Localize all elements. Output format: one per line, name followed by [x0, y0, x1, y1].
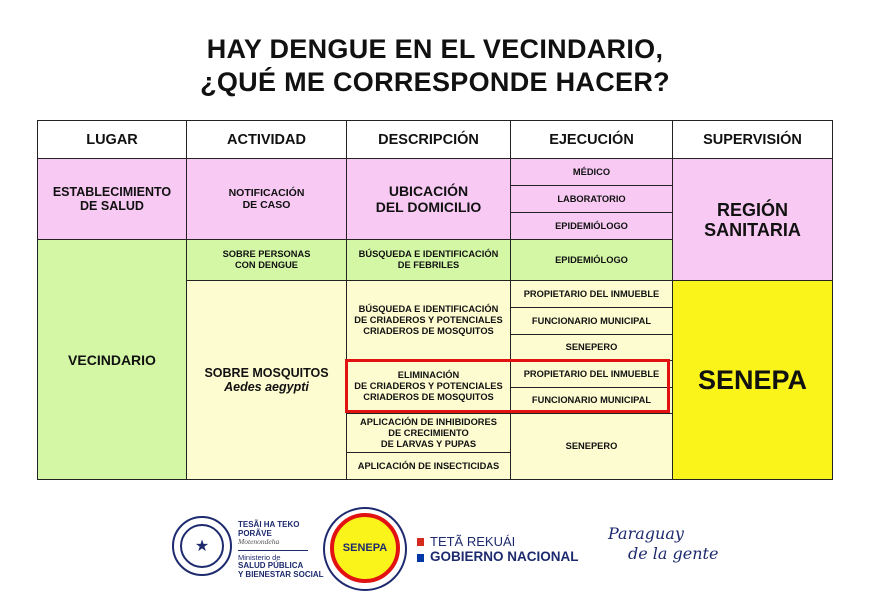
- header-descripcion: DESCRIPCIÓN: [346, 120, 511, 159]
- actividad-notificacion: NOTIFICACIÓN DE CASO: [186, 158, 347, 240]
- gob-line1: TETÃ REKUÁI: [430, 534, 516, 549]
- ejecucion-senepero-2: SENEPERO: [510, 413, 673, 480]
- descripcion-busqueda-criaderos: BÚSQUEDA E IDENTIFICACIÓN DE CRIADEROS Y POTENCIALES CRIADEROS DE MOSQUITOS: [346, 280, 511, 360]
- flag-icon: [417, 538, 424, 562]
- ejecucion-laboratorio: LABORATORIO: [510, 185, 673, 213]
- descripcion-ubicacion: UBICACIÓN DEL DOMICILIO: [346, 158, 511, 240]
- descripcion-busqueda-febriles: BÚSQUEDA E IDENTIFICACIÓN DE FEBRILES: [346, 239, 511, 281]
- footer-logos: [0, 510, 870, 590]
- ministry-line2: PORÃVE: [238, 528, 272, 538]
- paraguay-de-la-gente-logo: [608, 524, 718, 564]
- ministry-line4: Ministerio de: [238, 552, 281, 562]
- star-icon: ★: [180, 524, 224, 568]
- actividad-sobre-mosquitos: [186, 280, 347, 480]
- gobierno-logo: [430, 534, 579, 564]
- gob-line2: GOBIERNO NACIONAL: [430, 549, 579, 564]
- ejecucion-epidemiologo: EPIDEMIÓLOGO: [510, 212, 673, 240]
- ejecucion-senepero-1: SENEPERO: [510, 334, 673, 361]
- aedes-label: Aedes aegypti: [224, 380, 309, 394]
- senepa-logo-text: SENEPA: [342, 542, 388, 554]
- supervision-region-sanitaria: REGIÓN SANITARIA: [672, 158, 833, 281]
- ejecucion-propietario-2: PROPIETARIO DEL INMUEBLE: [510, 360, 673, 388]
- actividad-sobre-personas: SOBRE PERSONAS CON DENGUE: [186, 239, 347, 281]
- ejecucion-epidemiologo-2: EPIDEMIÓLOGO: [510, 239, 673, 281]
- pdg-line2: de la gente: [628, 544, 719, 563]
- header-lugar: LUGAR: [37, 120, 187, 159]
- ejecucion-funcionario-1: FUNCIONARIO MUNICIPAL: [510, 307, 673, 335]
- lugar-establecimiento: ESTABLECIMIENTO DE SALUD: [37, 158, 187, 240]
- page-title-line2: ¿QUÉ ME CORRESPONDE HACER?: [200, 67, 670, 97]
- sobre-mosquitos-label: SOBRE MOSQUITOS: [204, 366, 329, 380]
- responsibility-table: [37, 120, 833, 480]
- ministry-line1: TESÃI HA TEKO: [238, 520, 300, 529]
- header-actividad: ACTIVIDAD: [186, 120, 347, 159]
- ministry-logo: [238, 521, 324, 579]
- page-title-line1: HAY DENGUE EN EL VECINDARIO,: [206, 34, 664, 64]
- descripcion-eliminacion: ELIMINACIÓN DE CRIADEROS Y POTENCIALES CRIADEROS DE MOSQUITOS: [346, 359, 511, 414]
- ejecucion-propietario-1: PROPIETARIO DEL INMUEBLE: [510, 280, 673, 308]
- header-ejecucion: EJECUCIÓN: [510, 120, 673, 159]
- ministry-line6: Y BIENESTAR SOCIAL: [238, 569, 324, 579]
- ejecucion-medico: MÉDICO: [510, 158, 673, 186]
- lugar-vecindario: VECINDARIO: [37, 239, 187, 480]
- descripcion-inhibidores: APLICACIÓN DE INHIBIDORES DE CRECIMIENTO DE LARVAS Y PUPAS: [346, 413, 511, 453]
- pdg-line1: Paraguay: [608, 524, 684, 543]
- descripcion-insecticidas: APLICACIÓN DE INSECTICIDAS: [346, 452, 511, 480]
- ministry-line3: Motenondeha: [238, 537, 280, 546]
- senepa-logo: [330, 513, 400, 583]
- header-supervision: SUPERVISIÓN: [672, 120, 833, 159]
- ejecucion-funcionario-2: FUNCIONARIO MUNICIPAL: [510, 387, 673, 414]
- paraguay-seal-icon: [172, 516, 232, 576]
- supervision-senepa: SENEPA: [672, 280, 833, 480]
- ministry-line5: SALUD PÚBLICA: [238, 561, 304, 570]
